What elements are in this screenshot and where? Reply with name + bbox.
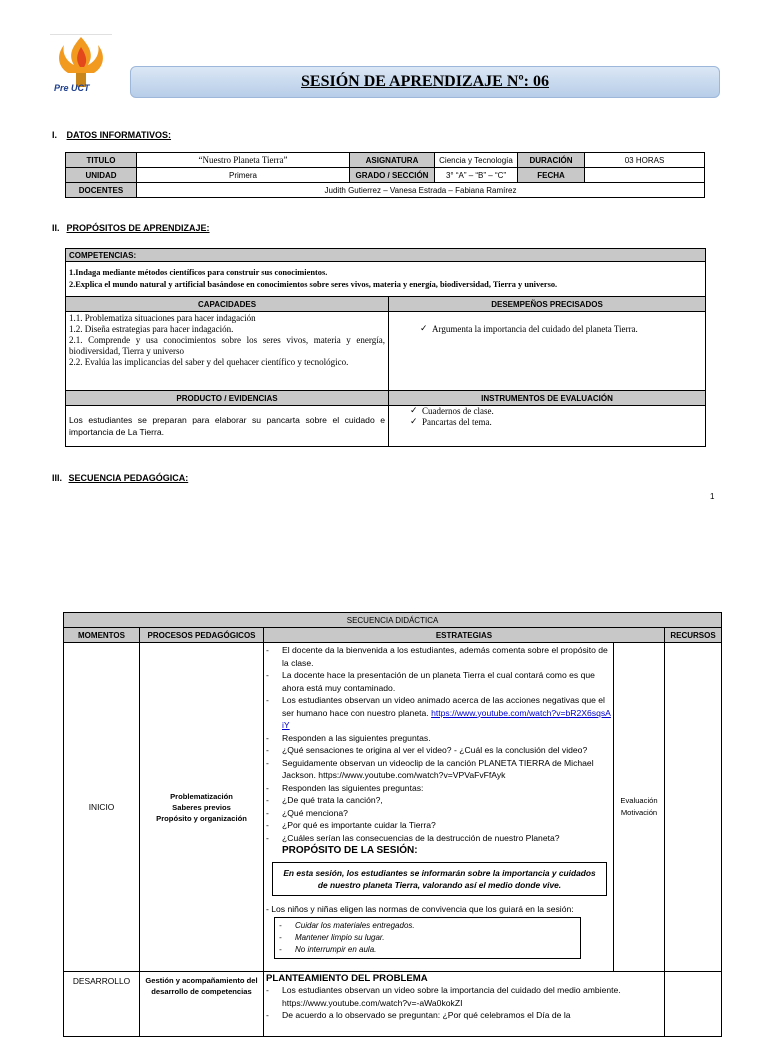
col-recursos: RECURSOS: [665, 628, 722, 643]
motivacion-label: Motivación: [620, 808, 658, 817]
titulo-value: “Nuestro Planeta Tierra”: [137, 153, 350, 168]
capacidades-label: CAPACIDADES: [66, 297, 389, 312]
section-2-heading: [52, 223, 210, 233]
normas-list: [279, 920, 576, 956]
inicio-proceso: Saberes previos: [172, 802, 231, 812]
inicio-item: - ¿Qué sensaciones te origina al ver el video? - ¿Cuál es la conclusión del video?: [266, 744, 611, 757]
competencias-label: COMPETENCIAS:: [66, 249, 706, 262]
competencia-2: 2.Explica el mundo natural y artificial basándose en conocimientos sobre seres vivos, materia y energía, biodiversidad, Tierra y universo.: [69, 280, 558, 289]
desarrollo-label: DESARROLLO: [64, 972, 140, 1037]
inicio-item: - ¿Qué menciona?: [266, 807, 611, 820]
asignatura-value: Ciencia y Tecnología: [435, 153, 518, 168]
desarrollo-estrategias: [264, 972, 665, 1037]
desempenos-cell: [389, 312, 706, 391]
proposito-heading: PROPÓSITO DE LA SESIÓN:: [282, 845, 418, 856]
desarrollo-recursos: [665, 972, 722, 1037]
fecha-label: FECHA: [518, 168, 585, 183]
section-2-title: PROPÓSITOS DE APRENDIZAJE:: [66, 223, 210, 233]
instrumentos-cell: [389, 406, 706, 447]
grado-value: 3° “A” – “B” – “C”: [435, 168, 518, 183]
section-3-title: SECUENCIA PEDAGÓGICA:: [68, 473, 189, 483]
norma-item: - No interrumpir en aula.: [279, 944, 576, 956]
section-1-number: I.: [52, 130, 58, 140]
secuencia-table: [63, 612, 722, 1037]
planteamiento-heading: PLANTEAMIENTO DEL PROBLEMA: [266, 973, 428, 984]
desarrollo-item: [266, 984, 662, 1009]
session-title-banner: [130, 66, 720, 98]
col-procesos: PROCESOS PEDAGÓGICOS: [140, 628, 264, 643]
desempeno-item: ✓ Argumenta la importancia del cuidado del planeta Tierra.: [432, 324, 662, 335]
inicio-evaluacion: [614, 643, 665, 972]
producto-text: Los estudiantes se preparan para elaborar su pancarta sobre el cuidado e importancia de La Tierra.: [66, 406, 389, 447]
docentes-value: Judith Gutierrez – Vanesa Estrada – Fabiana Ramírez: [137, 183, 705, 198]
duracion-label: DURACIÓN: [518, 153, 585, 168]
normas-text-content: Los niños y niñas eligen las normas de convivencia que los guiará en la sesión:: [271, 904, 574, 914]
docentes-label: DOCENTES: [66, 183, 137, 198]
inicio-item: - Responden a las siguientes preguntas.: [266, 732, 611, 745]
instrumento-item: ✓ Cuadernos de clase.: [422, 406, 702, 417]
col-estrategias: ESTRATEGIAS: [264, 628, 665, 643]
inicio-item: - ¿Cuáles serían las consecuencias de la destrucción de nuestro Planeta?: [266, 832, 611, 845]
inicio-item: - ¿Por qué es importante cuidar la Tierra?: [266, 819, 611, 832]
normas-text: - Los niños y niñas eligen las normas de convivencia que los guiará en la sesión:: [266, 904, 574, 914]
unidad-label: UNIDAD: [66, 168, 137, 183]
inicio-item: - Seguidamente observan un videoclip de la canción PLANETA TIERRA de Michael Jackson. https://www.youtube.com/watch?v=VPVaFvFfAyk: [266, 757, 611, 782]
capacidades-list: [66, 312, 389, 391]
page-number: 1: [710, 492, 715, 501]
competencias-list: [66, 262, 706, 297]
proposito-box: En esta sesión, los estudiantes se informarán sobre la importancia y cuidados de nuestro planeta Tierra, valorando así el medio donde vive.: [272, 862, 607, 896]
inicio-procesos: [140, 643, 264, 972]
propositos-table: [65, 248, 706, 447]
datos-table: [65, 152, 705, 198]
inicio-proceso: Problematización: [170, 791, 233, 801]
inicio-recursos: [665, 643, 722, 972]
inicio-estrategias: [264, 643, 614, 972]
desarrollo-list: [266, 984, 662, 1022]
desempenos-label: DESEMPEÑOS PRECISADOS: [389, 297, 706, 312]
inicio-item: - El docente da la bienvenida a los estudiantes, además comenta sobre el propósito de la clase.: [266, 644, 611, 669]
inicio-item-text: Los estudiantes observan un video animado acerca de las acciones negativas que el ser humano hace con nuestro planeta.: [282, 695, 605, 718]
inicio-item: [266, 694, 611, 732]
competencia-1: 1.Indaga mediante métodos científicos para construir sus conocimientos.: [69, 268, 328, 277]
inicio-item: - ¿De qué trata la canción?,: [266, 794, 611, 807]
logo-text: Pre UCT: [54, 83, 90, 93]
section-3-heading: [52, 473, 188, 483]
inicio-list: [266, 644, 611, 844]
inicio-item: - La docente hace la presentación de un planeta Tierra el cual contará como es que ahora está muy contaminado.: [266, 669, 611, 694]
capacidad-item: 2.1. Comprende y usa conocimientos sobre los seres vivos, materia y energía, biodiversidad, Tierra y universo: [69, 335, 385, 356]
capacidad-item: 1.2. Diseña estrategias para hacer indagación.: [69, 324, 234, 334]
desarrollo-link[interactable]: https://www.youtube.com/watch?v=-aWa0kokZI: [282, 997, 463, 1008]
section-1-title: DATOS INFORMATIVOS:: [66, 130, 172, 140]
desarrollo-item: - De acuerdo a lo observado se preguntan: ¿Por qué celebramos el Día de la: [266, 1009, 662, 1022]
normas-box: [274, 917, 581, 959]
section-2-number: II.: [52, 223, 60, 233]
asignatura-label: ASIGNATURA: [350, 153, 435, 168]
logo: [50, 33, 112, 105]
col-momentos: MOMENTOS: [64, 628, 140, 643]
desarrollo-proceso: Gestión y acompañamiento del desarrollo de competencias: [140, 972, 264, 1037]
instrumentos-list: [392, 406, 702, 428]
desempenos-list: [392, 324, 662, 335]
inicio-proceso: Propósito y organización: [156, 813, 247, 823]
inicio-item: - Responden las siguientes preguntas:: [266, 782, 611, 795]
capacidad-item: 1.1. Problematiza situaciones para hacer indagación: [69, 313, 256, 323]
titulo-label: TITULO: [66, 153, 137, 168]
norma-item: - Cuidar los materiales entregados.: [279, 920, 576, 932]
duracion-value: 03 HORAS: [585, 153, 705, 168]
section-1-heading: [52, 130, 171, 140]
torch-logo-icon: [50, 33, 112, 105]
video-link[interactable]: https://www.youtube.com/watch?v=bR2X6sqsAiY: [282, 707, 611, 730]
instrumentos-label: INSTRUMENTOS DE EVALUACIÓN: [389, 391, 706, 406]
inicio-label: INICIO: [64, 643, 140, 972]
evaluacion-label: Evaluación: [620, 796, 658, 805]
grado-label: GRADO / SECCIÓN: [350, 168, 435, 183]
fecha-value: [585, 168, 705, 183]
secuencia-title: SECUENCIA DIDÁCTICA: [64, 613, 722, 628]
producto-label: PRODUCTO / EVIDENCIAS: [66, 391, 389, 406]
capacidad-item: 2.2. Evalúa las implicancias del saber y del quehacer científico y tecnológico.: [69, 357, 349, 367]
norma-item: - Mantener limpio su lugar.: [279, 932, 576, 944]
unidad-value: Primera: [137, 168, 350, 183]
session-title: SESIÓN DE APRENDIZAJE Nº: 06: [301, 73, 549, 90]
instrumento-item: ✓ Pancartas del tema.: [422, 417, 702, 428]
desarrollo-item-text: Los estudiantes observan un video sobre la importancia del cuidado del medio ambiente.: [282, 985, 621, 995]
section-3-number: III.: [52, 473, 63, 483]
